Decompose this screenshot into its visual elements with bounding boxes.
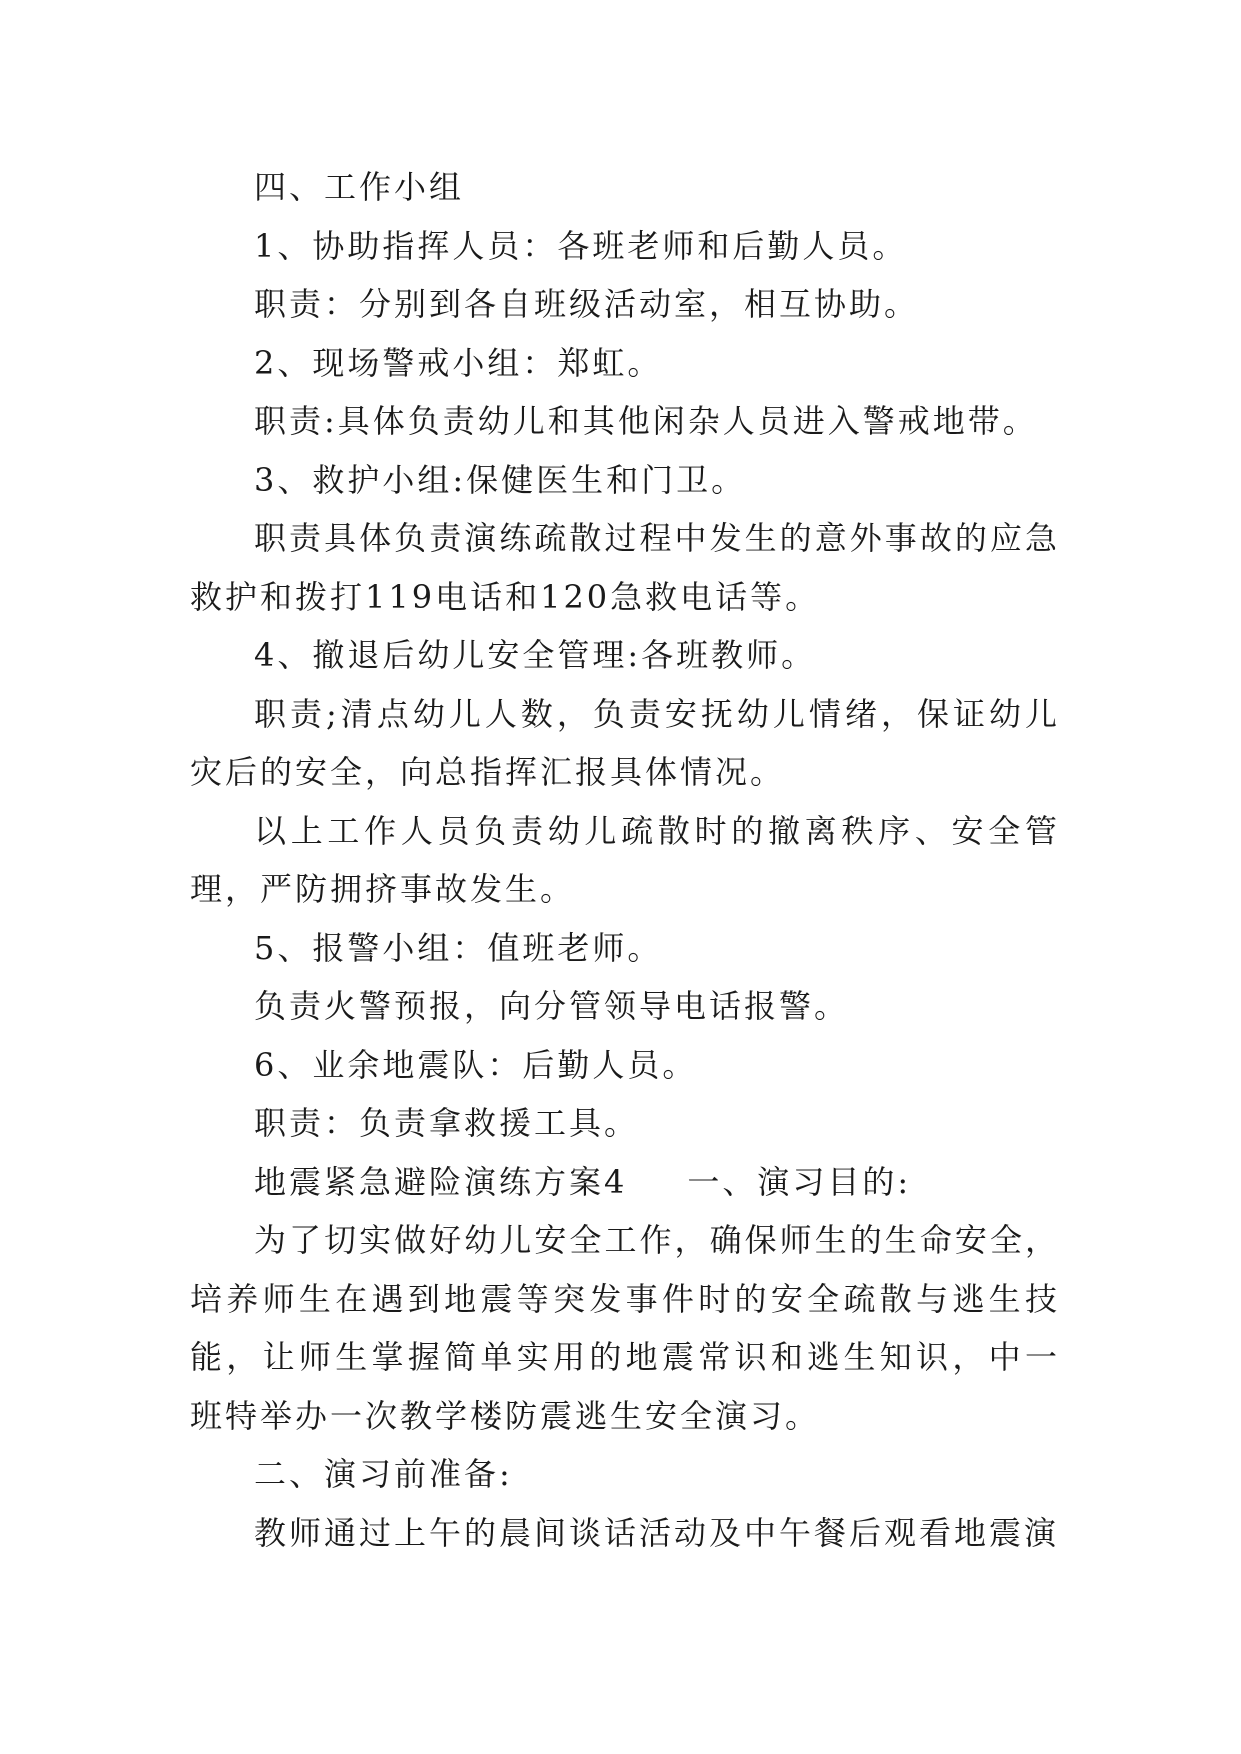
paragraph-drill-purpose: 为了切实做好幼儿安全工作，确保师生的生命安全，培养师生在遇到地震等突发事件时的安全疏散与逃生技能，让师生掌握简单实用的地震常识和逃生知识，中一班特举办一次教学楼防震逃生安全演习。	[190, 1221, 1060, 1435]
paragraph-post-evacuation: 4、撤退后幼儿安全管理:各班教师。	[254, 636, 817, 674]
paragraph-duty-assist: 职责：分别到各自班级活动室，相互协助。	[254, 285, 920, 323]
section-subtitle: 一、演习目的:	[687, 1162, 912, 1201]
paragraph-assist-command: 1、协助指挥人员：各班老师和后勤人员。	[254, 226, 908, 265]
paragraph-earthquake-team: 6、业余地震队：后勤人员。	[254, 1045, 698, 1084]
paragraph-guard-group: 2、现场警戒小组：郑虹。	[254, 343, 663, 382]
document-body	[190, 158, 1060, 1562]
paragraph-preparation-text: 教师通过上午的晨间谈话活动及中午餐后观看地震演	[254, 1513, 1060, 1552]
paragraph-staff-responsibility: 以上工作人员负责幼儿疏散时的撤离秩序、安全管理，严防拥挤事故发生。	[190, 811, 1060, 908]
paragraph-rescue-group: 3、救护小组:保健医生和门卫。	[254, 460, 747, 499]
paragraph-duty-rescue: 职责具体负责演练疏散过程中发生的意外事故的应急救护和拨打119电话和120急救电话等。	[190, 519, 1060, 616]
section-title: 地震紧急避险演练方案4	[254, 1162, 628, 1201]
paragraph-duty-post-evacuation: 职责;清点幼儿人数，负责安抚幼儿情绪，保证幼儿灾后的安全，向总指挥汇报具体情况。	[190, 694, 1060, 791]
paragraph-alarm-group: 5、报警小组：值班老师。	[254, 928, 663, 967]
paragraph-duty-alarm: 负责火警预报，向分管领导电话报警。	[254, 987, 850, 1025]
paragraph-duty-guard: 职责:具体负责幼儿和其他闲杂人员进入警戒地带。	[254, 402, 1038, 440]
paragraph-duty-earthquake-team: 职责：负责拿救援工具。	[254, 1104, 640, 1142]
heading-drill-preparation: 二、演习前准备:	[254, 1455, 513, 1493]
heading-work-groups: 四、工作小组	[254, 168, 465, 206]
section-heading-line	[190, 1153, 1060, 1212]
